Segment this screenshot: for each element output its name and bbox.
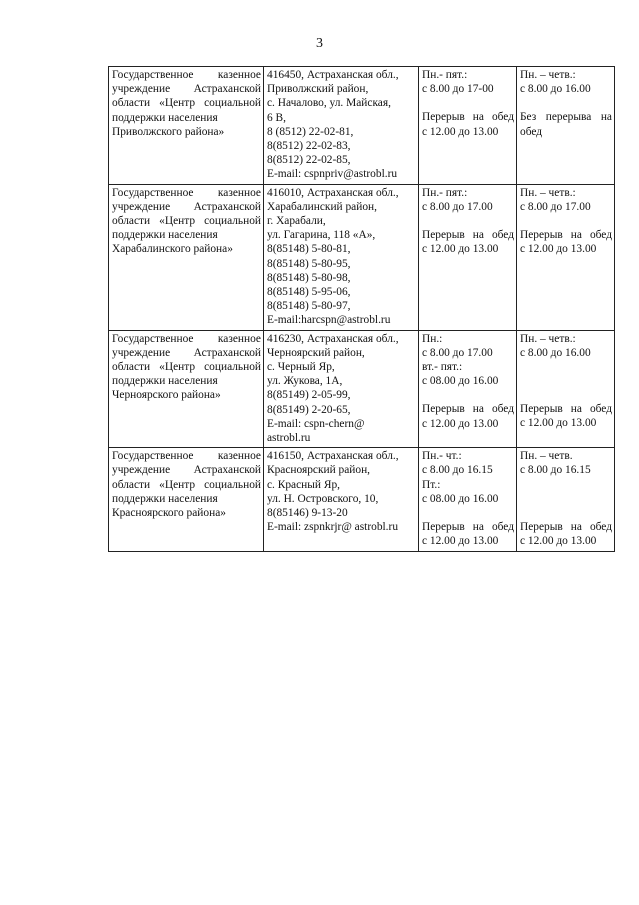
office-name-line: Государственное казенное bbox=[112, 450, 261, 463]
work-time: с 8.00 до 17.00 bbox=[422, 200, 493, 213]
office-name-line: Черноярского района» bbox=[112, 389, 221, 402]
phone-line: 8(8512) 22-02-85, bbox=[267, 154, 351, 167]
work-days: Пн.- чт.: bbox=[422, 450, 462, 463]
phone-line: 8(85148) 5-80-98, bbox=[267, 271, 351, 284]
table-row bbox=[109, 448, 615, 551]
address-line: с. Черный Яр, bbox=[267, 361, 335, 374]
lunch-break-label: Перерыв на обед bbox=[422, 111, 514, 124]
address-line: с. Началово, ул. Майская, bbox=[267, 97, 391, 110]
office-name-line: учреждение Астраханской bbox=[112, 346, 261, 359]
office-name-line: учреждение Астраханской bbox=[112, 200, 261, 213]
hours-cell-b bbox=[517, 184, 615, 330]
hours-cell-a bbox=[419, 330, 517, 448]
table-row bbox=[109, 184, 615, 330]
phone-line: 8(85148) 5-80-97, bbox=[267, 300, 351, 313]
office-address-cell bbox=[264, 448, 419, 551]
phone-line: 8(85148) 5-80-95, bbox=[267, 257, 351, 270]
lunch-break-time: с 12.00 до 13.00 bbox=[422, 125, 499, 138]
work-time: с 8.00 до 16.15 bbox=[422, 464, 493, 477]
office-name-line: Красноярского района» bbox=[112, 507, 226, 520]
address-line: 416450, Астраханская обл., bbox=[267, 69, 399, 81]
work-time: с 8.00 до 17.00 bbox=[520, 200, 591, 213]
lunch-break-label: Перерыв на обед bbox=[422, 521, 514, 534]
lunch-break-time: с 12.00 до 13.00 bbox=[520, 417, 597, 430]
phone-line: 8(8512) 22-02-83, bbox=[267, 140, 351, 153]
office-name-line: области «Центр социальной bbox=[112, 215, 261, 228]
office-name-line: Харабалинского района» bbox=[112, 243, 233, 256]
work-time: с 8.00 до 17.00 bbox=[422, 346, 493, 359]
work-days: Пн. – четв.: bbox=[520, 332, 576, 345]
office-address-cell bbox=[264, 67, 419, 185]
work-time: с 8.00 до 16.15 bbox=[520, 464, 591, 477]
lunch-break-time: с 12.00 до 13.00 bbox=[520, 534, 597, 547]
office-name-line: учреждение Астраханской bbox=[112, 83, 261, 96]
address-line: Красноярский район, bbox=[267, 464, 371, 477]
office-name-cell bbox=[109, 67, 264, 185]
lunch-break-label: Перерыв на обед bbox=[520, 520, 612, 533]
phone-line: 8(85148) 5-80-81, bbox=[267, 243, 351, 256]
office-name-line: поддержки населения bbox=[112, 492, 218, 505]
office-name-line: Государственное казенное bbox=[112, 69, 261, 81]
office-name-line: учреждение Астраханской bbox=[112, 464, 261, 477]
office-name-line: поддержки населения bbox=[112, 229, 218, 242]
offices-table bbox=[108, 66, 615, 552]
office-name-line: поддержки населения bbox=[112, 111, 218, 124]
lunch-break-time: с 12.00 до 13.00 bbox=[422, 535, 499, 548]
email-line: astrobl.ru bbox=[267, 432, 311, 445]
lunch-break-label: Без перерыва на bbox=[520, 111, 612, 124]
address-line: с. Красный Яр, bbox=[267, 478, 340, 491]
lunch-break-time: с 12.00 до 13.00 bbox=[422, 243, 499, 256]
office-name-line: области «Центр социальной bbox=[112, 97, 261, 110]
office-name-line: области «Центр социальной bbox=[112, 478, 261, 491]
address-line: Приволжский район, bbox=[267, 83, 369, 96]
address-line: ул. Н. Островского, 10, bbox=[267, 492, 379, 505]
lunch-break-time: с 12.00 до 13.00 bbox=[520, 243, 597, 256]
office-address-cell bbox=[264, 184, 419, 330]
address-line: Харабалинский район, bbox=[267, 200, 377, 213]
email-line: E-mail: zspnkrjr@ astrobl.ru bbox=[267, 521, 399, 534]
office-name-line: Государственное казенное bbox=[112, 186, 261, 199]
office-name-cell bbox=[109, 330, 264, 448]
email-line: E-mail: cspnpriv@astrobl.ru bbox=[267, 168, 398, 181]
lunch-break-label: Перерыв на обед bbox=[520, 229, 612, 242]
work-time: с 8.00 до 16.00 bbox=[520, 83, 591, 96]
lunch-break-label: Перерыв на обед bbox=[520, 403, 612, 416]
work-time: с 08.00 до 16.00 bbox=[422, 492, 499, 505]
lunch-break-label: Перерыв на обед bbox=[422, 403, 514, 416]
work-days: Пт.: bbox=[422, 478, 441, 491]
office-name-line: Приволжского района» bbox=[112, 125, 225, 138]
work-days: Пн.: bbox=[422, 332, 443, 345]
work-days: Пн.- пят.: bbox=[422, 186, 468, 199]
table-row bbox=[109, 330, 615, 448]
table-row bbox=[109, 67, 615, 185]
office-name-line: области «Центр социальной bbox=[112, 361, 261, 374]
address-line: 416010, Астраханская обл., bbox=[267, 186, 399, 199]
address-line: Черноярский район, bbox=[267, 346, 365, 359]
office-address-cell bbox=[264, 330, 419, 448]
work-days: Пн. – четв.: bbox=[520, 69, 576, 81]
work-days: Пн. – четв.: bbox=[520, 186, 576, 199]
office-name-line: поддержки населения bbox=[112, 375, 218, 388]
lunch-break-time: обед bbox=[520, 125, 543, 138]
hours-cell-a bbox=[419, 448, 517, 551]
address-line: 416150, Астраханская обл., bbox=[267, 450, 399, 463]
email-line: E-mail: cspn-chern@ bbox=[267, 417, 365, 430]
lunch-break-label: Перерыв на обед bbox=[422, 229, 514, 242]
email-line: E-mail:harcspn@astrobl.ru bbox=[267, 314, 391, 327]
hours-cell-b bbox=[517, 448, 615, 551]
phone-line: 8(85148) 5-95-06, bbox=[267, 286, 351, 299]
phone-line: 8(85146) 9-13-20 bbox=[267, 507, 348, 520]
hours-cell-b bbox=[517, 67, 615, 185]
address-line: ул. Жукова, 1А, bbox=[267, 375, 343, 388]
work-time: с 8.00 до 16.00 bbox=[520, 346, 591, 359]
page-number: 3 bbox=[316, 36, 323, 51]
hours-cell-a bbox=[419, 184, 517, 330]
office-name-line: Государственное казенное bbox=[112, 332, 261, 345]
lunch-break-time: с 12.00 до 13.00 bbox=[422, 417, 499, 430]
phone-line: 8(85149) 2-05-99, bbox=[267, 389, 351, 402]
hours-cell-a bbox=[419, 67, 517, 185]
address-line: г. Харабали, bbox=[267, 215, 326, 228]
work-days: Пн. – четв. bbox=[520, 450, 573, 463]
work-days: вт.- пят.: bbox=[422, 361, 463, 374]
office-name-cell bbox=[109, 184, 264, 330]
address-line: ул. Гагарина, 118 «А», bbox=[267, 229, 376, 242]
address-line: 6 В, bbox=[267, 111, 286, 124]
phone-line: 8 (8512) 22-02-81, bbox=[267, 125, 354, 138]
address-line: 416230, Астраханская обл., bbox=[267, 332, 399, 345]
hours-cell-b bbox=[517, 330, 615, 448]
work-days: Пн.- пят.: bbox=[422, 69, 468, 81]
office-name-cell bbox=[109, 448, 264, 551]
work-time: с 8.00 до 17-00 bbox=[422, 83, 494, 96]
phone-line: 8(85149) 2-20-65, bbox=[267, 403, 351, 416]
work-time: с 08.00 до 16.00 bbox=[422, 375, 499, 388]
